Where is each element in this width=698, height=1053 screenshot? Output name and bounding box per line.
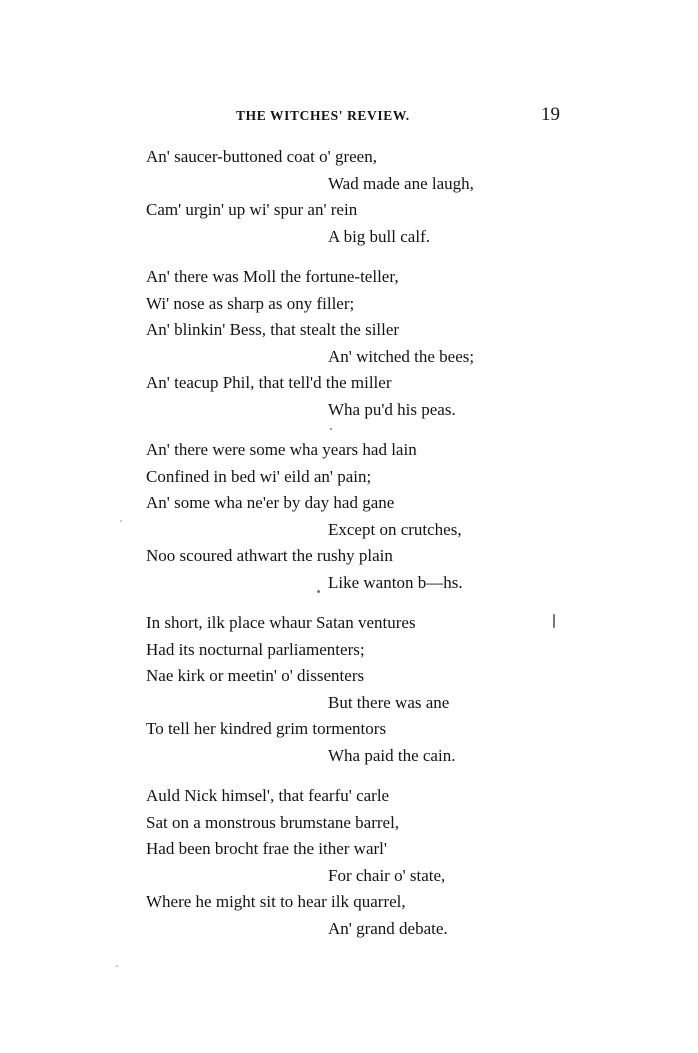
poem-line: An' some wha ne'er by day had gane: [146, 493, 395, 512]
stanza: [146, 437, 586, 596]
poem-line: Noo scoured athwart the rushy plain: [146, 546, 393, 565]
poem-line: An' there was Moll the fortune-teller,: [146, 267, 399, 286]
poem-line: Sat on a monstrous brumstane barrel,: [146, 812, 400, 832]
stanza: [146, 144, 586, 250]
poem-line: But there was ane: [328, 692, 450, 712]
ink-speck: [553, 614, 555, 628]
poem-line: To tell her kindred grim tormentors: [146, 719, 387, 738]
ink-speck: [317, 590, 320, 593]
page-number: 19: [541, 104, 560, 125]
poem-line: An' witched the bees;: [328, 346, 475, 366]
running-head: [0, 106, 698, 130]
poem-line: For chair o' state,: [328, 865, 446, 885]
stanza: [146, 783, 586, 942]
poem-line: Had its nocturnal parliamenters;: [146, 639, 365, 659]
poem-line: Wha paid the cain.: [328, 745, 456, 765]
stanza: [146, 610, 586, 769]
ink-speck: [330, 428, 332, 430]
ink-speck: [120, 520, 122, 522]
poem-line: Wad made ane laugh,: [328, 173, 474, 193]
poem-line: An' saucer-buttoned coat o' green,: [146, 147, 377, 166]
poem-line: A big bull calf.: [328, 226, 430, 246]
poem-line: Nae kirk or meetin' o' dissenters: [146, 666, 365, 685]
poem-line: An' blinkin' Bess, that stealt the siller: [146, 320, 400, 339]
poem-line: Confined in bed wi' eild an' pain;: [146, 466, 372, 486]
poem-line: Had been brocht frae the ither warl': [146, 839, 387, 858]
stanza: [146, 264, 586, 423]
ink-speck: [116, 965, 118, 967]
poem-line: Auld Nick himsel', that fearfu' carle: [146, 786, 390, 805]
poem-line: An' grand debate.: [328, 918, 448, 938]
running-title: THE WITCHES' REVIEW.: [236, 108, 410, 123]
poem-line: Wi' nose as sharp as ony filler;: [146, 293, 355, 313]
poem-line: Like wanton b—hs.: [328, 572, 463, 592]
poem-line: An' there were some wha years had lain: [146, 440, 417, 459]
poem-line: Wha pu'd his peas.: [328, 399, 456, 419]
poem-line: Where he might sit to hear ilk quarrel,: [146, 892, 406, 911]
poem-line: Except on crutches,: [328, 519, 462, 539]
poem-line: An' teacup Phil, that tell'd the miller: [146, 373, 392, 392]
poem-line: Cam' urgin' up wi' spur an' rein: [146, 200, 358, 219]
poem-line: In short, ilk place whaur Satan ventures: [146, 613, 416, 632]
poem-body: [146, 144, 586, 956]
